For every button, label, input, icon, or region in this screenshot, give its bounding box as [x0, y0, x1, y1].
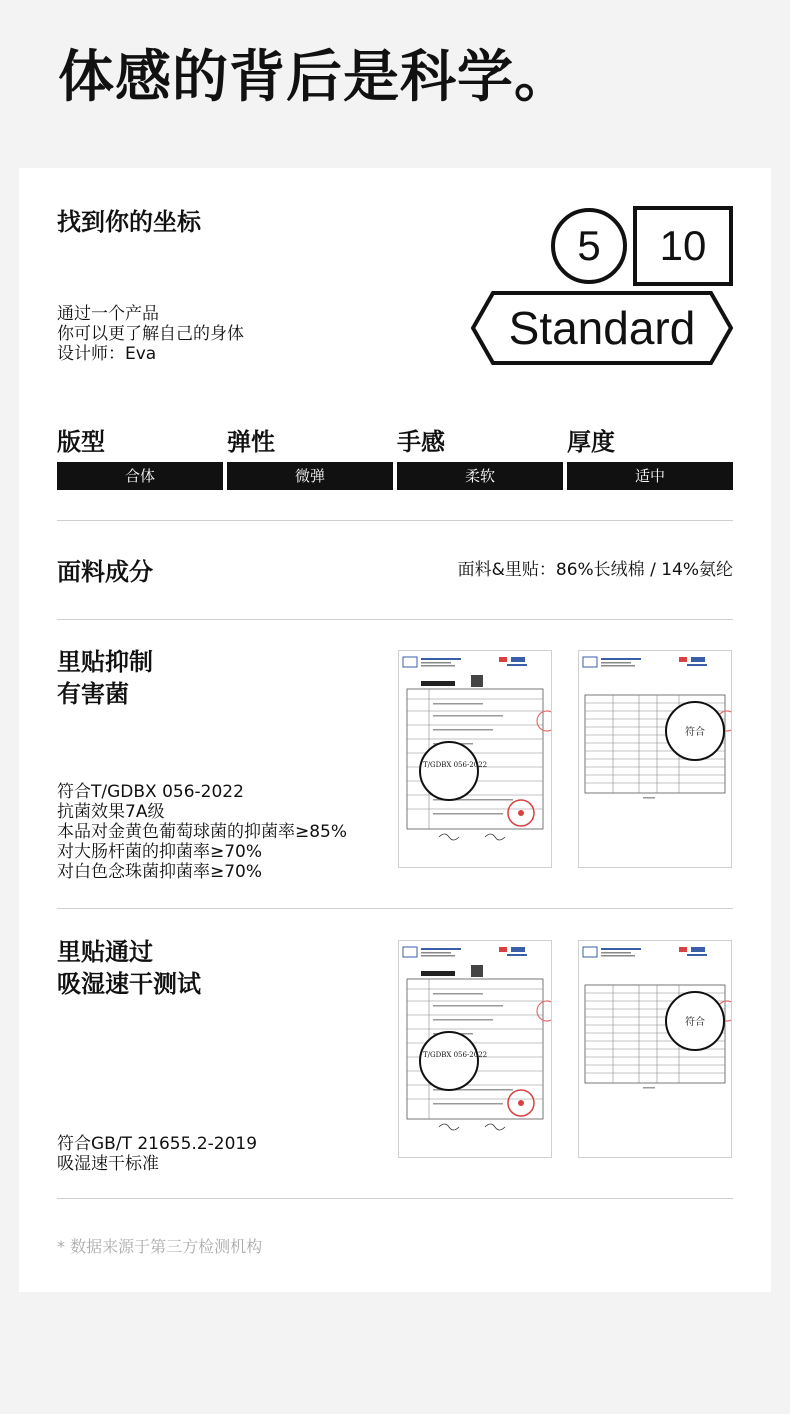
standard-badge — [471, 291, 733, 365]
magnified-conform-text: 符合 — [685, 727, 705, 738]
section-divider — [57, 1198, 733, 1199]
title-line: 里贴抑制 — [57, 648, 153, 676]
data-source-footnote: * 数据来源于第三方检测机构 — [57, 1237, 263, 1256]
description-line: 你可以更了解自己的身体 — [57, 324, 244, 344]
magnified-standard-text: T/GDBX 056-2022 — [423, 1051, 488, 1059]
detail-line: 抗菌效果7A级 — [57, 802, 165, 822]
antibacterial-title — [57, 646, 153, 710]
attribute-label: 弹性 — [227, 428, 275, 456]
attribute-label: 厚度 — [567, 428, 615, 456]
attribute-value: 合体 — [57, 462, 223, 490]
coordinates-description — [57, 304, 244, 364]
section-divider — [57, 619, 733, 620]
detail-line: 对白色念珠菌抑菌率≥70% — [57, 862, 263, 882]
title-line: 有害菌 — [57, 680, 129, 708]
level-total: 10 — [659, 222, 707, 269]
antibacterial-details — [57, 782, 347, 882]
detail-line: 符合GB/T 21655.2-2019 — [57, 1134, 258, 1154]
title-line: 里贴通过 — [57, 938, 153, 966]
test-report-image — [398, 940, 552, 1158]
attribute-value: 适中 — [567, 462, 733, 490]
detail-line: 对大肠杆菌的抑菌率≥70% — [57, 842, 263, 862]
detail-line: 本品对金黄色葡萄球菌的抑菌率≥85% — [57, 822, 348, 842]
detail-line: 吸湿速干标准 — [57, 1154, 159, 1174]
attribute-fit — [57, 426, 223, 490]
section-divider — [57, 520, 733, 521]
attribute-thickness — [567, 426, 733, 490]
magnified-conform-text: 符合 — [685, 1017, 705, 1028]
attribute-handfeel — [397, 426, 563, 490]
test-report-image — [398, 650, 552, 868]
detail-line: 符合T/GDBX 056-2022 — [57, 782, 244, 802]
coordinates-title: 找到你的坐标 — [57, 208, 201, 236]
title-line: 吸湿速干测试 — [57, 970, 201, 998]
test-report-image — [578, 940, 732, 1158]
moisture-title — [57, 936, 201, 1000]
fabric-composition: 面料&里贴：86%长绒棉 / 14%氨纶 — [457, 560, 733, 580]
attribute-label: 版型 — [57, 428, 105, 456]
fabric-title: 面料成分 — [57, 558, 153, 586]
section-divider — [57, 908, 733, 909]
page-headline: 体感的背后是科学。 — [58, 45, 571, 110]
test-report-image — [578, 650, 732, 868]
attribute-label: 手感 — [397, 428, 445, 456]
description-line: 通过一个产品 — [57, 304, 159, 324]
moisture-details — [57, 1134, 257, 1174]
designer-line: 设计师：Eva — [57, 344, 157, 364]
attribute-value: 柔软 — [397, 462, 563, 490]
attribute-value: 微弹 — [227, 462, 393, 490]
standard-label: Standard — [508, 302, 696, 354]
level-number: 5 — [577, 222, 601, 269]
level-circle-badge — [551, 208, 627, 284]
product-info-card — [19, 168, 771, 1292]
attribute-elasticity — [227, 426, 393, 490]
level-total-badge — [633, 206, 733, 286]
magnified-standard-text: T/GDBX 056-2022 — [423, 761, 488, 769]
